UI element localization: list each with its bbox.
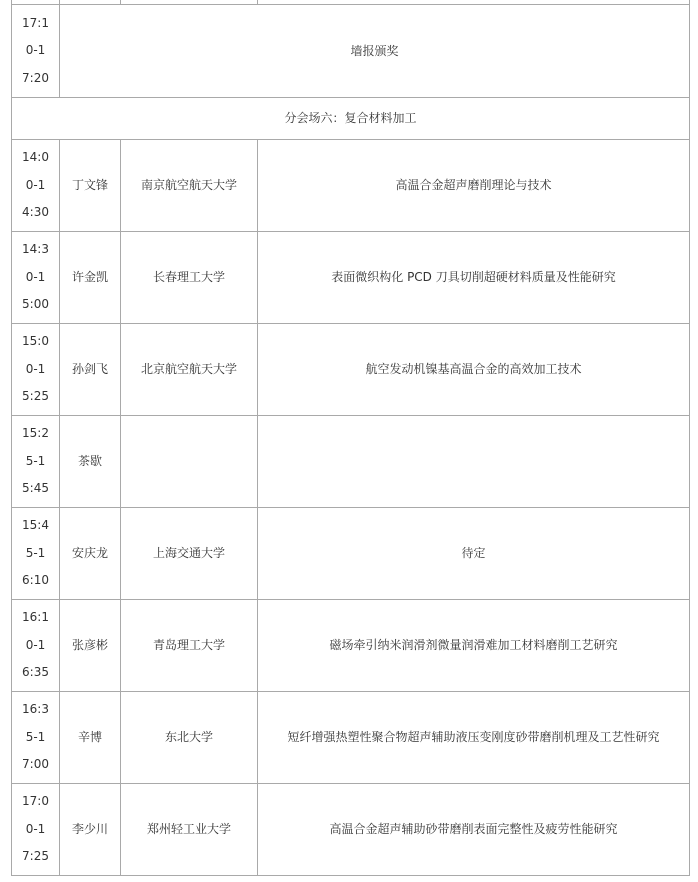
time-line: 16:3 <box>22 702 49 717</box>
time-line: 5:25 <box>22 389 49 404</box>
table-row <box>12 784 690 876</box>
time-cell <box>12 416 60 508</box>
time-line: 15:4 <box>22 518 49 533</box>
time-line: 5:00 <box>22 297 49 312</box>
time-line: 16:1 <box>22 610 49 625</box>
speaker-cell: 张彦彬 <box>60 600 121 692</box>
table-row <box>12 140 690 232</box>
affiliation-cell: 东北大学 <box>121 692 258 784</box>
talk-title-cell: 高温合金超声辅助砂带磨削表面完整性及疲劳性能研究 <box>258 784 690 876</box>
affiliation-cell <box>121 416 258 508</box>
affiliation-cell: 上海交通大学 <box>121 508 258 600</box>
time-line: 7:25 <box>22 849 49 864</box>
time-cell <box>12 692 60 784</box>
table-row <box>12 692 690 784</box>
ceremony-title: 墙报颁奖 <box>60 5 690 98</box>
time-line: 6:35 <box>22 665 49 680</box>
speaker-cell: 辛博 <box>60 692 121 784</box>
table-row <box>12 324 690 416</box>
schedule-table <box>11 0 690 876</box>
talk-title-cell: 表面微织构化 PCD 刀具切削超硬材料质量及性能研究 <box>258 232 690 324</box>
time-line: 15:2 <box>22 426 49 441</box>
time-cell <box>12 232 60 324</box>
time-line: 6:10 <box>22 573 49 588</box>
time-line: 0-1 <box>25 361 46 376</box>
time-line: 4:30 <box>22 205 49 220</box>
time-line: 7:20 <box>22 70 49 85</box>
time-line: 17:1 <box>22 15 49 30</box>
time-cell <box>12 324 60 416</box>
speaker-cell: 李少川 <box>60 784 121 876</box>
table-row <box>12 416 690 508</box>
speaker-cell: 丁文锋 <box>60 140 121 232</box>
table-row <box>12 508 690 600</box>
affiliation-cell: 北京航空航天大学 <box>121 324 258 416</box>
affiliation-cell: 郑州轻工业大学 <box>121 784 258 876</box>
speaker-cell: 孙剑飞 <box>60 324 121 416</box>
table-row <box>12 232 690 324</box>
time-cell <box>12 784 60 876</box>
time-line: 17:0 <box>22 794 49 809</box>
talk-title-cell: 磁场牵引纳米润滑剂微量润滑难加工材料磨削工艺研究 <box>258 600 690 692</box>
session-title: 分会场六：复合材料加工 <box>12 98 690 140</box>
affiliation-cell: 青岛理工大学 <box>121 600 258 692</box>
time-line: 0-1 <box>25 43 46 58</box>
time-line: 0-1 <box>25 637 46 652</box>
talk-title-cell: 短纤增强热塑性聚合物超声辅助液压变刚度砂带磨削机理及工艺性研究 <box>258 692 690 784</box>
time-line: 5-1 <box>25 453 46 468</box>
time-line: 0-1 <box>25 177 46 192</box>
talk-title-cell: 航空发动机镍基高温合金的高效加工技术 <box>258 324 690 416</box>
table-row <box>12 600 690 692</box>
time-line: 5-1 <box>25 729 46 744</box>
time-line: 7:00 <box>22 757 49 772</box>
affiliation-cell: 南京航空航天大学 <box>121 140 258 232</box>
session-header-row <box>12 98 690 140</box>
time-cell <box>12 600 60 692</box>
talk-title-cell: 待定 <box>258 508 690 600</box>
time-cell <box>12 508 60 600</box>
affiliation-cell: 长春理工大学 <box>121 232 258 324</box>
ceremony-row <box>12 5 690 98</box>
time-line: 0-1 <box>25 821 46 836</box>
time-line: 0-1 <box>25 269 46 284</box>
time-line: 5:45 <box>22 481 49 496</box>
time-line: 15:0 <box>22 334 49 349</box>
speaker-cell: 许金凯 <box>60 232 121 324</box>
speaker-cell: 茶歇 <box>60 416 121 508</box>
talk-title-cell <box>258 416 690 508</box>
time-line: 14:0 <box>22 150 49 165</box>
time-cell <box>12 140 60 232</box>
time-line: 5-1 <box>25 545 46 560</box>
speaker-cell: 安庆龙 <box>60 508 121 600</box>
time-cell <box>12 5 60 98</box>
time-line: 14:3 <box>22 242 49 257</box>
talk-title-cell: 高温合金超声磨削理论与技术 <box>258 140 690 232</box>
